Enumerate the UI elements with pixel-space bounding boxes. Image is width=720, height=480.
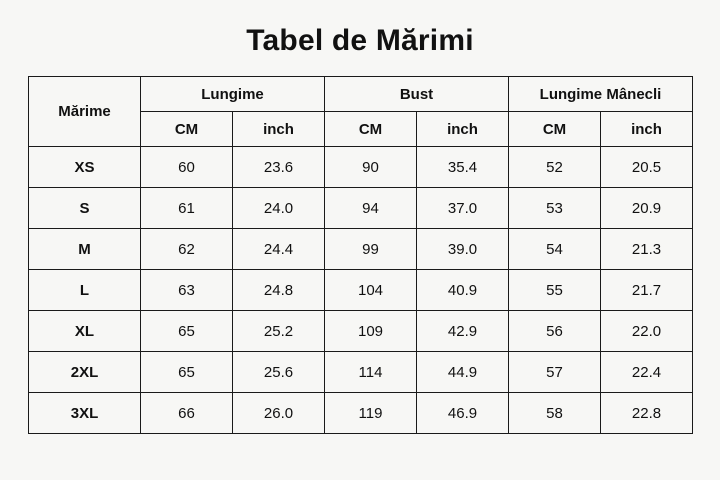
cell-bust-cm: 114 — [325, 352, 417, 393]
cell-maneci-inch: 21.7 — [601, 270, 693, 311]
cell-lungime-cm: 63 — [141, 270, 233, 311]
cell-maneci-cm: 58 — [509, 393, 601, 434]
cell-lungime-inch: 26.0 — [233, 393, 325, 434]
header-size: Mărime — [29, 77, 141, 147]
cell-lungime-inch: 25.6 — [233, 352, 325, 393]
row-size-label: S — [29, 188, 141, 229]
header-group-lungime: Lungime — [141, 77, 325, 112]
table-row — [29, 229, 693, 270]
cell-bust-cm: 119 — [325, 393, 417, 434]
cell-bust-inch: 40.9 — [417, 270, 509, 311]
row-size-label: L — [29, 270, 141, 311]
cell-lungime-inch: 24.0 — [233, 188, 325, 229]
cell-maneci-inch: 20.5 — [601, 147, 693, 188]
cell-lungime-cm: 66 — [141, 393, 233, 434]
cell-lungime-cm: 62 — [141, 229, 233, 270]
cell-bust-inch: 42.9 — [417, 311, 509, 352]
table-row — [29, 352, 693, 393]
row-size-label: 2XL — [29, 352, 141, 393]
cell-bust-inch: 44.9 — [417, 352, 509, 393]
cell-bust-cm: 104 — [325, 270, 417, 311]
cell-lungime-inch: 23.6 — [233, 147, 325, 188]
row-size-label: M — [29, 229, 141, 270]
header-unit-maneci-cm: CM — [509, 112, 601, 147]
cell-bust-cm: 94 — [325, 188, 417, 229]
header-group-lungime-manecli: Lungime Mânecli — [509, 77, 693, 112]
cell-maneci-inch: 21.3 — [601, 229, 693, 270]
header-unit-lungime-cm: CM — [141, 112, 233, 147]
cell-bust-inch: 39.0 — [417, 229, 509, 270]
cell-bust-inch: 46.9 — [417, 393, 509, 434]
table-head — [29, 77, 693, 147]
page-title: Tabel de Mărimi — [246, 24, 474, 57]
cell-bust-inch: 37.0 — [417, 188, 509, 229]
row-size-label: 3XL — [29, 393, 141, 434]
cell-maneci-cm: 52 — [509, 147, 601, 188]
cell-maneci-inch: 22.8 — [601, 393, 693, 434]
row-size-label: XS — [29, 147, 141, 188]
cell-lungime-inch: 24.8 — [233, 270, 325, 311]
cell-maneci-inch: 22.4 — [601, 352, 693, 393]
cell-maneci-cm: 56 — [509, 311, 601, 352]
cell-bust-cm: 109 — [325, 311, 417, 352]
cell-lungime-cm: 65 — [141, 352, 233, 393]
row-size-label: XL — [29, 311, 141, 352]
cell-lungime-cm: 60 — [141, 147, 233, 188]
size-table-container — [14, 76, 706, 434]
header-unit-bust-inch: inch — [417, 112, 509, 147]
table-row — [29, 188, 693, 229]
table-header-row-groups — [29, 77, 693, 112]
header-unit-lungime-inch: inch — [233, 112, 325, 147]
cell-lungime-inch: 24.4 — [233, 229, 325, 270]
cell-lungime-inch: 25.2 — [233, 311, 325, 352]
header-unit-maneci-inch: inch — [601, 112, 693, 147]
table-row — [29, 147, 693, 188]
table-row — [29, 311, 693, 352]
cell-bust-cm: 99 — [325, 229, 417, 270]
cell-maneci-inch: 20.9 — [601, 188, 693, 229]
cell-bust-inch: 35.4 — [417, 147, 509, 188]
cell-lungime-cm: 65 — [141, 311, 233, 352]
cell-maneci-inch: 22.0 — [601, 311, 693, 352]
cell-lungime-cm: 61 — [141, 188, 233, 229]
table-row — [29, 270, 693, 311]
cell-maneci-cm: 55 — [509, 270, 601, 311]
size-table — [28, 76, 693, 434]
table-body — [29, 147, 693, 434]
header-group-bust: Bust — [325, 77, 509, 112]
cell-bust-cm: 90 — [325, 147, 417, 188]
cell-maneci-cm: 57 — [509, 352, 601, 393]
cell-maneci-cm: 54 — [509, 229, 601, 270]
cell-maneci-cm: 53 — [509, 188, 601, 229]
header-unit-bust-cm: CM — [325, 112, 417, 147]
table-row — [29, 393, 693, 434]
